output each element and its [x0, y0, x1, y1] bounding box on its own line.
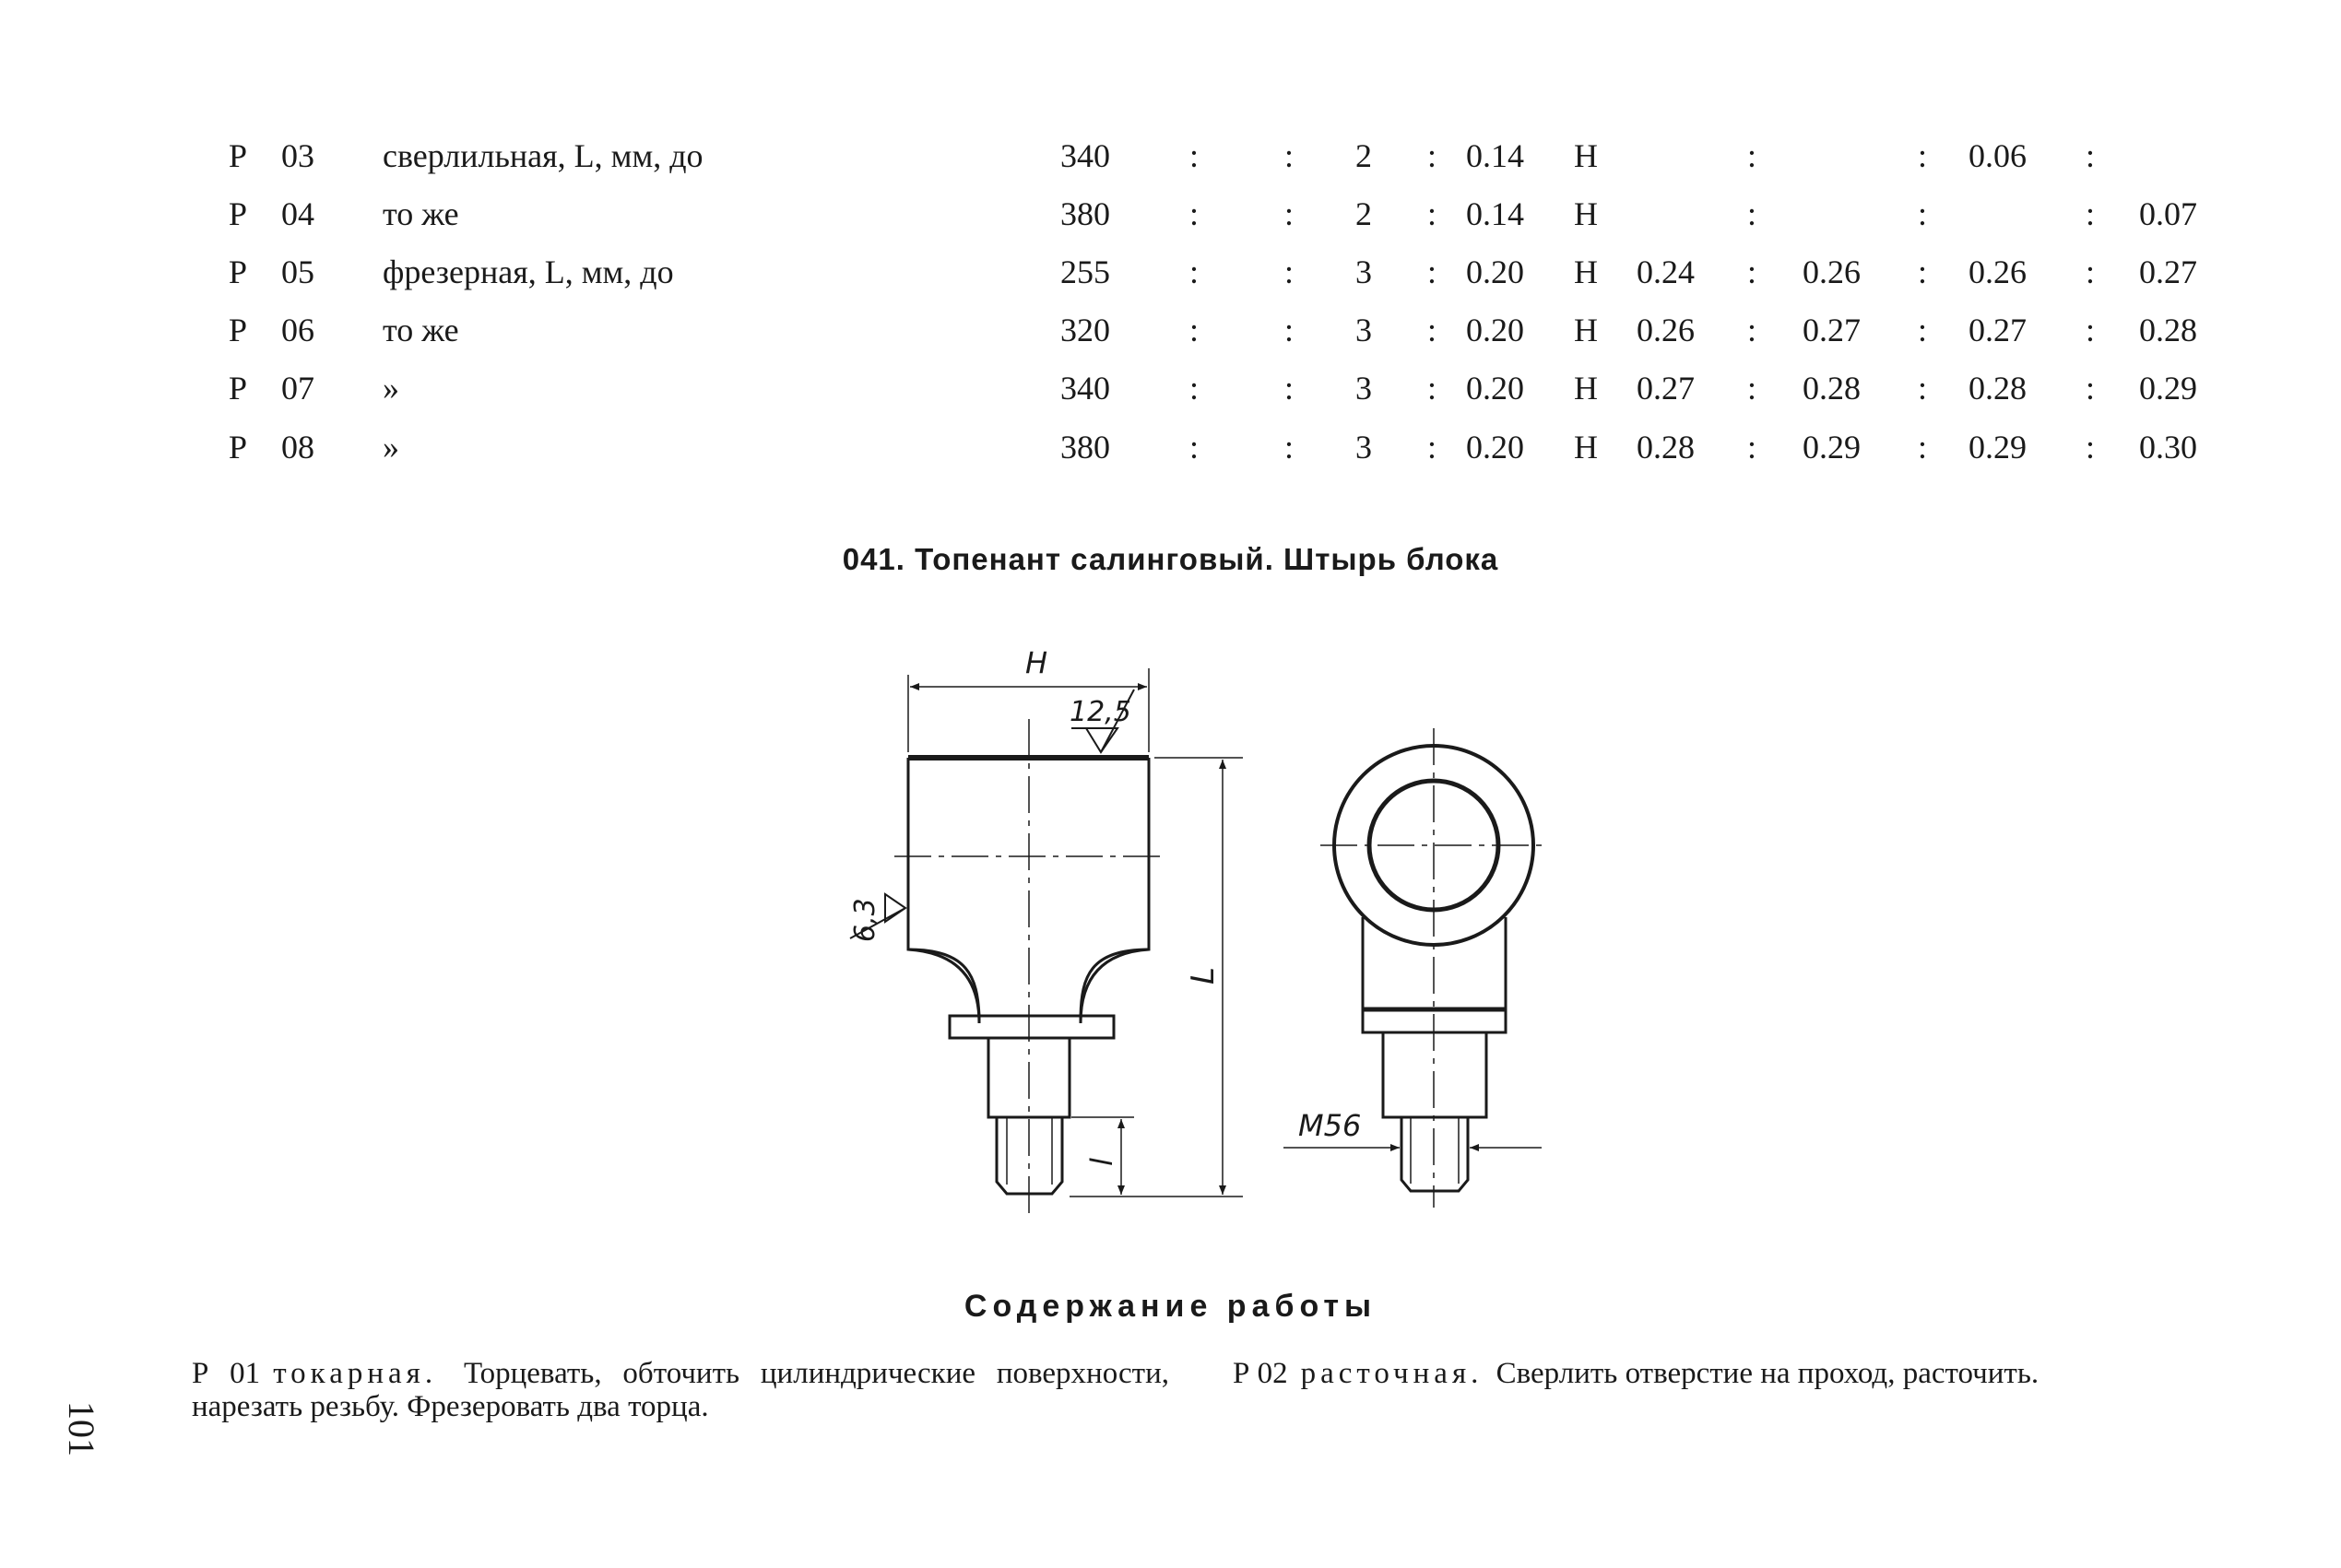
column-separator: :: [2086, 312, 2096, 348]
cell-L: 340: [1060, 137, 1110, 174]
cell-op: фрезерная, L, мм, до: [383, 253, 674, 290]
work-text: Сверлить отверстие на проход, расточить.: [1496, 1357, 2040, 1390]
cell-num: 03: [281, 137, 314, 174]
cell-p: Р: [229, 195, 248, 232]
cell-op: то же: [383, 195, 459, 232]
column-separator: :: [1284, 195, 1295, 232]
column-separator: :: [1284, 370, 1295, 407]
cell-num: 04: [281, 195, 314, 232]
cell-v1: 0.27: [1637, 370, 1695, 407]
cell-t: 0.20: [1466, 429, 1524, 466]
column-separator: :: [1427, 253, 1437, 290]
roughness-top-label: 12,5: [1070, 696, 1131, 728]
cell-L: 380: [1060, 429, 1110, 466]
column-separator: :: [1918, 312, 1928, 348]
column-separator: :: [1918, 195, 1928, 232]
cell-v1: 0.26: [1637, 312, 1695, 348]
column-separator: :: [2086, 137, 2096, 174]
cell-num: 07: [281, 370, 314, 407]
cell-num: 08: [281, 429, 314, 466]
cell-t: 0.20: [1466, 312, 1524, 348]
column-separator: :: [1918, 370, 1928, 407]
cell-v2: 0.28: [1803, 370, 1861, 407]
cell-v4: 0.07: [2139, 195, 2197, 232]
dim-l-label: l: [1084, 1158, 1119, 1166]
cell-v1: 0.24: [1637, 253, 1695, 290]
cell-k: 2: [1355, 137, 1372, 174]
work-code: Р 02: [1233, 1357, 1288, 1390]
cell-p: Р: [229, 312, 248, 348]
column-separator: :: [1918, 253, 1928, 290]
roughness-side-label: 6,3: [849, 898, 881, 942]
cell-k: 3: [1355, 253, 1372, 290]
column-separator: :: [1918, 137, 1928, 174]
column-separator: :: [1427, 137, 1437, 174]
cell-L: 320: [1060, 312, 1110, 348]
cell-num: 06: [281, 312, 314, 348]
cell-k: 3: [1355, 370, 1372, 407]
cell-L: 380: [1060, 195, 1110, 232]
cell-v1: 0.28: [1637, 429, 1695, 466]
page-number: 101: [61, 1401, 102, 1456]
cell-v2: 0.27: [1803, 312, 1861, 348]
column-separator: :: [1918, 429, 1928, 466]
column-separator: :: [1189, 312, 1200, 348]
cell-h: Н: [1574, 429, 1598, 466]
cell-p: Р: [229, 429, 248, 466]
cell-v3: 0.28: [1969, 370, 2027, 407]
thread-label: M56: [1298, 1108, 1362, 1143]
dim-H-label: H: [1025, 645, 1048, 680]
column-separator: :: [1747, 195, 1757, 232]
cell-L: 255: [1060, 253, 1110, 290]
cell-h: Н: [1574, 312, 1598, 348]
cell-v3: 0.26: [1969, 253, 2027, 290]
cell-op: »: [383, 429, 399, 466]
work-text: Торцевать, обточить цилиндрические поверхности, нарезать резьбу. Фрезеровать два торца.: [192, 1357, 1170, 1423]
column-separator: :: [2086, 429, 2096, 466]
cell-v2: 0.29: [1803, 429, 1861, 466]
cell-k: 3: [1355, 312, 1372, 348]
cell-v4: 0.29: [2139, 370, 2197, 407]
cell-h: Н: [1574, 137, 1598, 174]
section-title: 041. Топенант салинговый. Штырь блока: [842, 542, 1499, 576]
cell-v2: 0.26: [1803, 253, 1861, 290]
column-separator: :: [1284, 253, 1295, 290]
cell-op: то же: [383, 312, 459, 348]
column-separator: :: [1747, 137, 1757, 174]
column-separator: :: [1427, 195, 1437, 232]
work-op: расточная.: [1300, 1357, 1484, 1390]
cell-k: 2: [1355, 195, 1372, 232]
column-separator: :: [1427, 312, 1437, 348]
cell-p: Р: [229, 253, 248, 290]
column-separator: :: [2086, 253, 2096, 290]
column-separator: :: [1189, 195, 1200, 232]
work-item-2: [1233, 1357, 2224, 1390]
column-separator: :: [1284, 312, 1295, 348]
work-item-1: [192, 1357, 1169, 1423]
column-separator: :: [1427, 370, 1437, 407]
cell-L: 340: [1060, 370, 1110, 407]
column-separator: :: [1427, 429, 1437, 466]
front-view: [850, 668, 1243, 1215]
cell-v3: 0.06: [1969, 137, 2027, 174]
cell-p: Р: [229, 137, 248, 174]
column-separator: :: [1747, 253, 1757, 290]
cell-k: 3: [1355, 429, 1372, 466]
cell-num: 05: [281, 253, 314, 290]
cell-v3: 0.27: [1969, 312, 2027, 348]
cell-v4: 0.28: [2139, 312, 2197, 348]
column-separator: :: [1284, 429, 1295, 466]
column-separator: :: [1189, 370, 1200, 407]
column-separator: :: [1284, 137, 1295, 174]
column-separator: :: [1747, 370, 1757, 407]
cell-v4: 0.27: [2139, 253, 2197, 290]
work-code: Р 01: [192, 1357, 261, 1390]
column-separator: :: [1189, 137, 1200, 174]
column-separator: :: [1189, 253, 1200, 290]
cell-t: 0.14: [1466, 137, 1524, 174]
cell-h: Н: [1574, 253, 1598, 290]
column-separator: :: [1189, 429, 1200, 466]
dim-L-label: L: [1185, 967, 1222, 984]
cell-op: »: [383, 370, 399, 407]
cell-op: сверлильная, L, мм, до: [383, 137, 703, 174]
cell-t: 0.14: [1466, 195, 1524, 232]
column-separator: :: [2086, 370, 2096, 407]
cell-v4: 0.30: [2139, 429, 2197, 466]
work-heading: Содержание работы: [964, 1289, 1377, 1324]
cell-h: Н: [1574, 370, 1598, 407]
cell-t: 0.20: [1466, 370, 1524, 407]
column-separator: :: [2086, 195, 2096, 232]
cell-p: Р: [229, 370, 248, 407]
column-separator: :: [1747, 429, 1757, 466]
cell-t: 0.20: [1466, 253, 1524, 290]
column-separator: :: [1747, 312, 1757, 348]
work-op: токарная.: [273, 1357, 438, 1390]
cell-h: Н: [1574, 195, 1598, 232]
cell-v3: 0.29: [1969, 429, 2027, 466]
